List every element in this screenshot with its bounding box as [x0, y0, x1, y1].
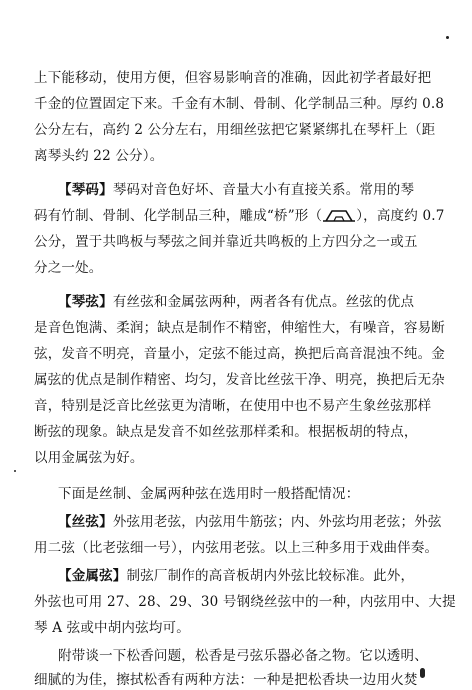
- paragraph-line: 附带谈一下松香问题，松香是弓弦乐器必备之物。它以透明、: [58, 648, 428, 664]
- paragraph-line: 下面是丝制、金属两种弦在选用时一般搭配情况：: [58, 486, 360, 502]
- paragraph-line: 琴 A 弦或中胡内弦均可。: [34, 620, 190, 636]
- paragraph-line: 断弦的现象。缺点是发音不如丝弦那样柔和。根据板胡的特点，: [34, 424, 418, 440]
- paragraph-text: ），高度约 0.7: [356, 208, 445, 224]
- paragraph-line: 音，特别是泛音比丝弦更为清晰，在使用中也不易产生象丝弦那样: [34, 398, 432, 414]
- paragraph-line: 属弦的优点是制作精密、均匀，发音比丝弦干净、明亮，换把后无杂: [34, 372, 445, 388]
- section-heading: 【琴码】: [58, 182, 113, 198]
- paragraph-line: 上下能移动，使用方便，但容易影响音的准确，因此初学者最好把: [34, 70, 432, 86]
- bridge-shape-icon: [322, 208, 356, 222]
- scan-speck: [420, 668, 425, 678]
- paragraph-text: 制弦厂制作的高音板胡内外弦比较标准。此外，: [126, 568, 415, 584]
- section-heading: 【琴弦】: [58, 294, 113, 310]
- section-heading: 【金属弦】: [58, 568, 127, 584]
- paragraph-line: [58, 566, 442, 586]
- paragraph-text: 外弦用老弦，内弦用牛筋弦；内、外弦均用老弦；外弦: [112, 514, 442, 530]
- paragraph-line: [58, 512, 442, 532]
- paragraph-text: 码有竹制、骨制、化学制品三种，雕成“桥”形（: [34, 208, 323, 224]
- section-heading: 【丝弦】: [58, 514, 113, 530]
- paragraph-line: 是音色饱满、柔润；缺点是制作不精密，伸缩性大，有噪音，容易断: [34, 320, 445, 336]
- paragraph-text: 有丝弦和金属弦两种，两者各有优点。丝弦的优点: [112, 294, 415, 310]
- paragraph-line: 公分左右，高约 2 公分左右，用细丝弦把它紧紧绑扎在琴杆上（距: [34, 122, 436, 138]
- scan-speck: [446, 36, 449, 39]
- paragraph-line: 以用金属弦为好。: [34, 450, 144, 466]
- paragraph-line: 分之一处。: [34, 260, 103, 276]
- paragraph-line: 千金的位置固定下来。千金有木制、骨制、化学制品三种。厚约 0.8: [34, 96, 445, 112]
- scan-speck: [14, 470, 16, 472]
- paragraph-line: 弦，发音不明亮，音量小，定弦不能过高，换把后高音混浊不纯。金: [34, 346, 445, 362]
- paragraph-text: 琴码对音色好坏、音量大小有直接关系。常用的琴: [112, 182, 415, 198]
- paragraph-line: 公分，置于共鸣板与琴弦之间并靠近共鸣板的上方四分之一或五: [34, 234, 418, 250]
- paragraph-line: 外弦也可用 27、28、29、30 号钢绕丝弦中的一种，内弦用中、大提: [34, 594, 456, 610]
- paragraph-line: [58, 292, 442, 312]
- paragraph-line: 细腻的为佳，擦拭松香有两种方法：一种是把松香块一边用火焚: [34, 672, 418, 688]
- paragraph-line: 用二弦（比老弦细一号），内弦用老弦。以上三种多用于戏曲伴奏。: [34, 540, 439, 556]
- paragraph-line: [34, 206, 445, 226]
- paragraph-line: 离琴头约 22 公分）。: [34, 148, 164, 164]
- paragraph-line: [58, 180, 442, 200]
